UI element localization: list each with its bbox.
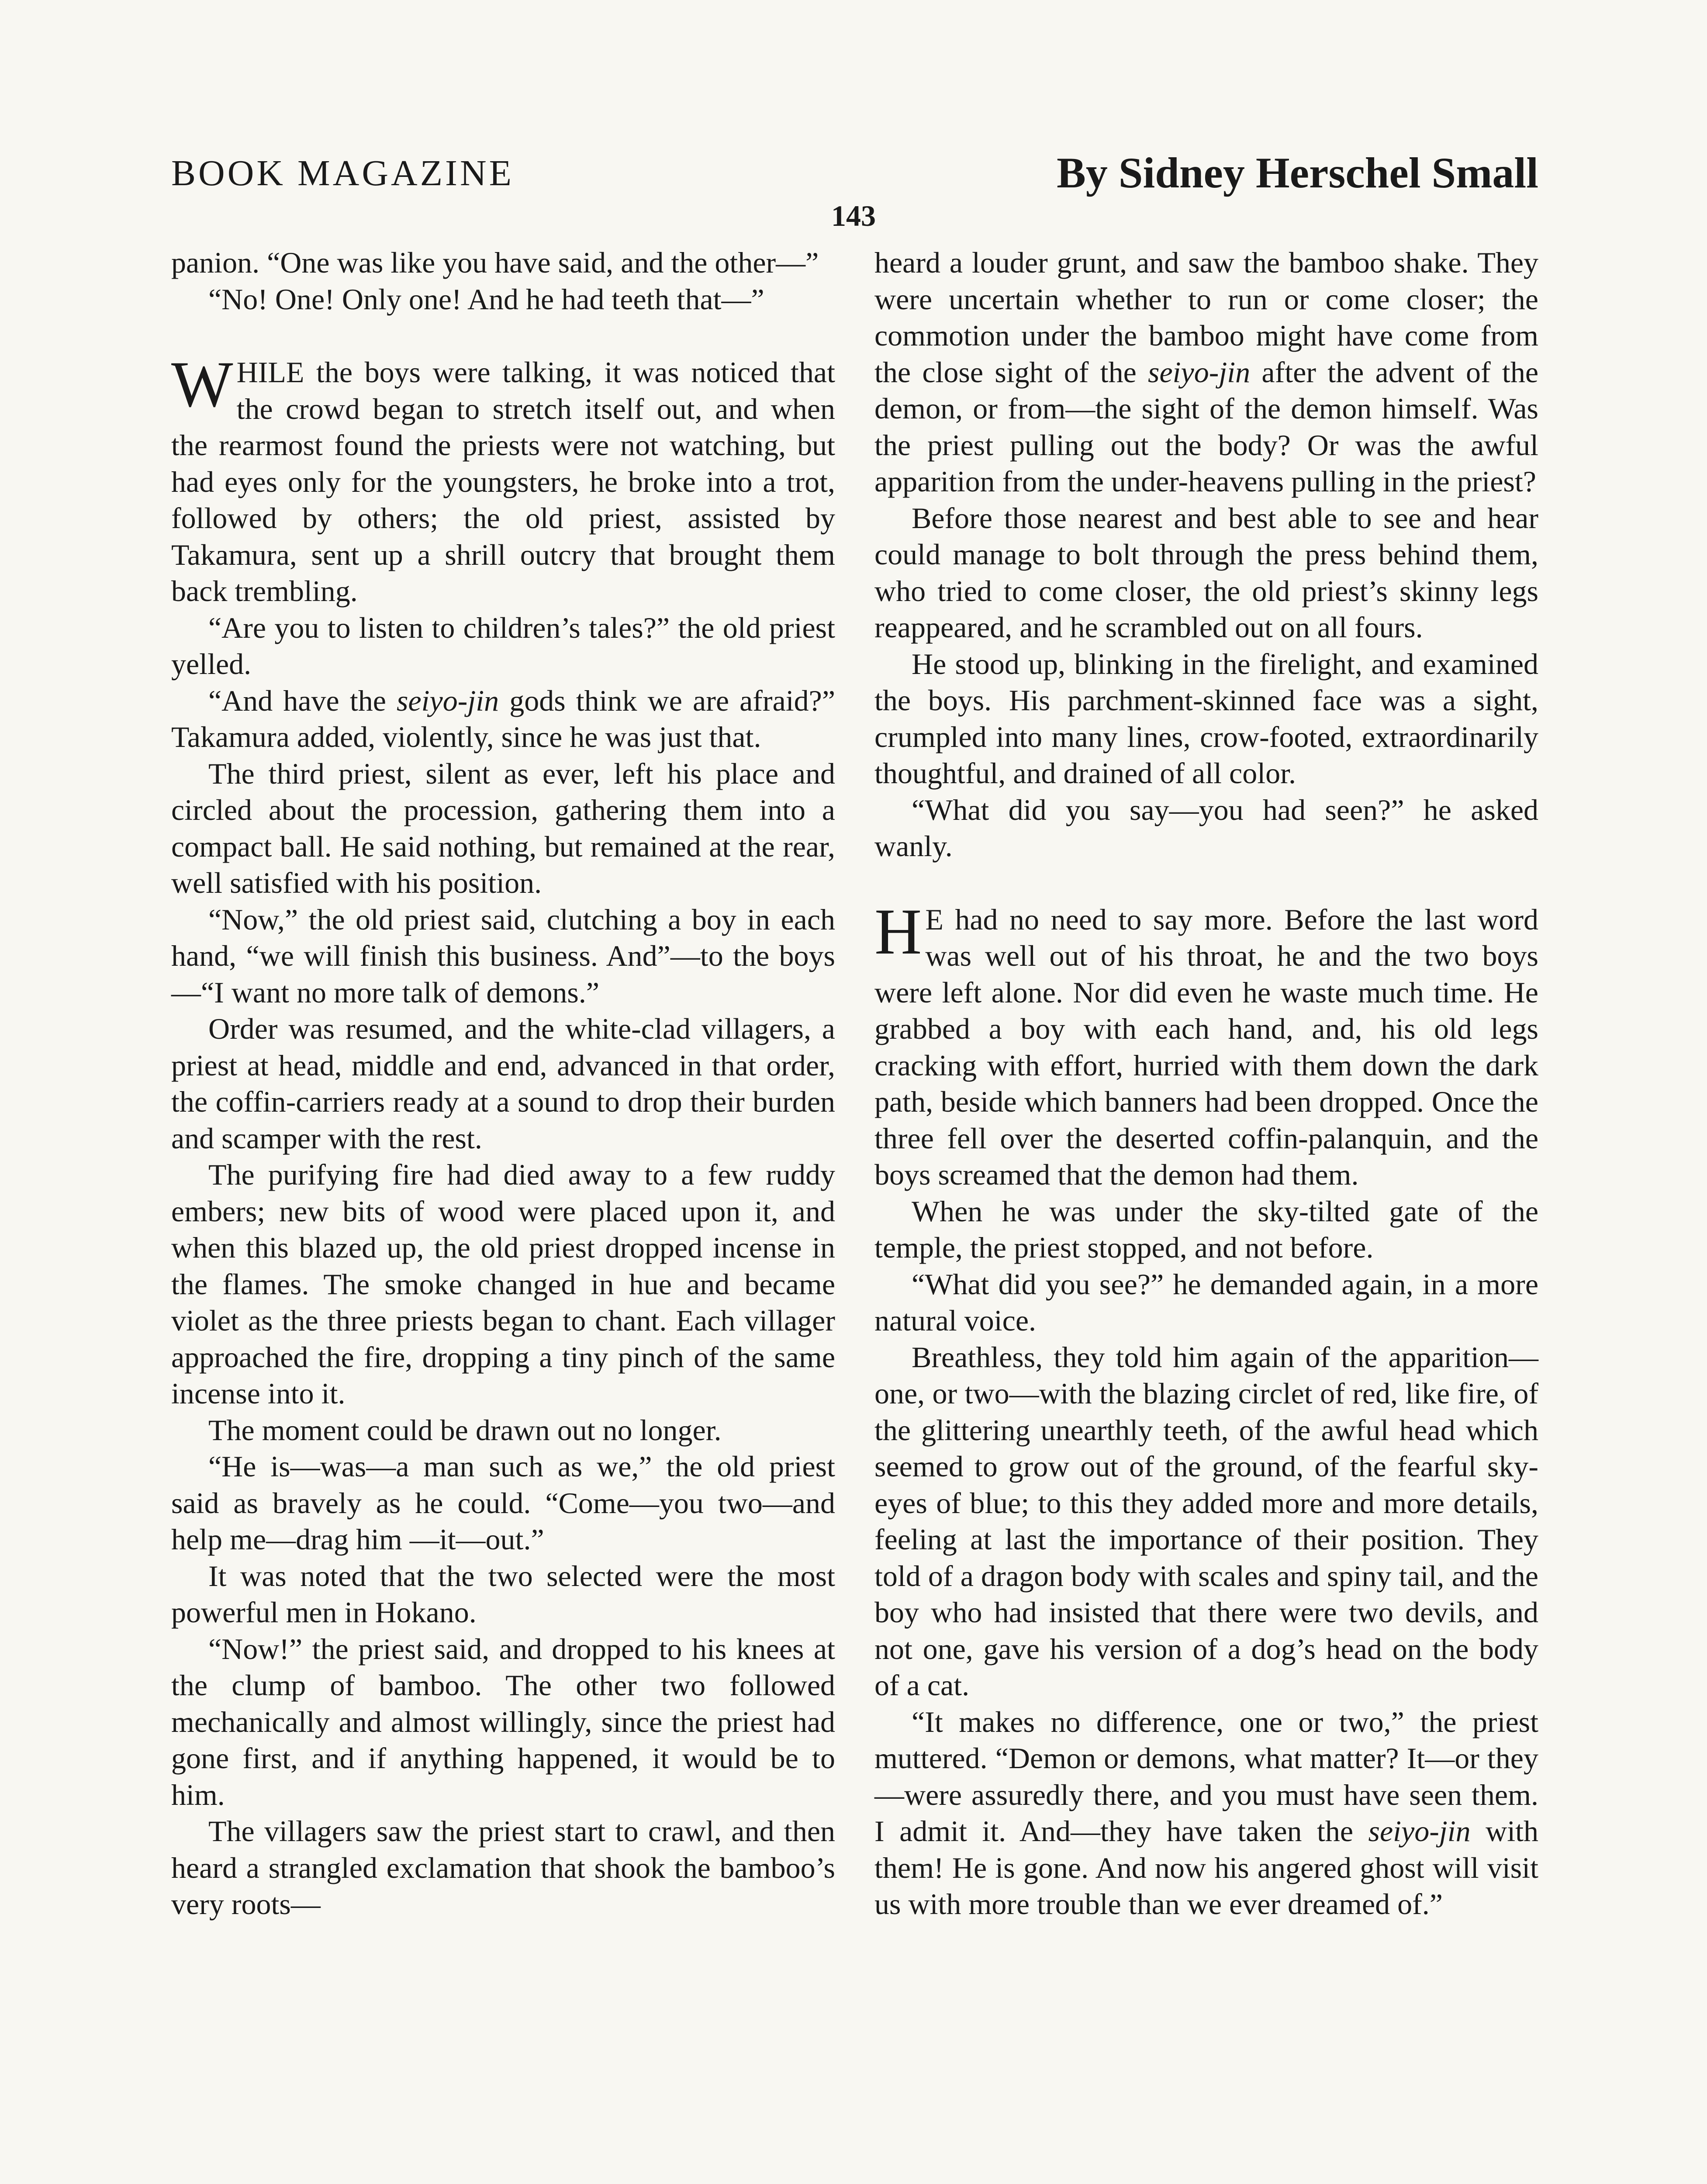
paragraph-dropcap [171, 348, 835, 610]
text-run: “And have the [208, 684, 397, 717]
paragraph: He stood up, blinking in the firelight, and examined the boys. His parchment-skinned face was a sight, crumpled into many lines, crow-footed, extraordinarily thoughtful, and drained of all color. [874, 647, 1538, 790]
paragraph: The third priest, silent as ever, left his place and circled about the procession, gathering them into a compact ball. He said nothing, but remained at the rear, well satisfied with his position. [171, 757, 835, 899]
paragraph: panion. “One was like you have said, and the other—” [171, 246, 819, 279]
paragraph: “Now,” the old priest said, clutching a boy in each hand, “we will finish this business. And”—to the boys—“I want no more talk of demons.” [171, 902, 835, 1009]
paragraph-text: E had no need to say more. Before the last word was well out of his throat, he and the two boys were left alone. Nor did even he waste much time. He grabbed a boy with each hand, and, his old legs cracking with effort, hurried with them down the dark path, beside which banners had been dropped. Once the three fell over the deserted coffin-palanquin, and the boys screamed that the demon had them. [874, 902, 1538, 1191]
paragraph: “Now!” the priest said, and dropped to his knees at the clump of bamboo. The other two followed mechanically and almost willingly, since the priest had gone first, and if anything happened, it would be to him. [171, 1632, 835, 1811]
paragraph [874, 1704, 1538, 1923]
paragraph: “Are you to listen to children’s tales?” the old priest yelled. [171, 611, 835, 681]
drop-cap: W [171, 348, 233, 421]
italic-term: seiyo-jin [396, 684, 499, 717]
paragraph-text: HILE the boys were talking, it was noticed that the crowd began to stretch itself out, and when the rearmost found the priests were not watching, but had eyes only for the youngsters, he broke into a trot, followed by others; the old priest, assisted by Takamura, sent up a shrill outcry that brought them back trembling. [171, 356, 835, 608]
text-run: gods think we are afraid?” Takamura added, violently, since he was just that. [171, 684, 836, 753]
paragraph [874, 245, 1538, 500]
paragraph-dropcap [874, 895, 1538, 1193]
text-run: “It makes no difference, one or two,” the priest muttered. “Demon or demons, what matter? It—or they—were assuredly there, and you must have seen them. I admit it. And—they have taken the [874, 1705, 1538, 1848]
paragraph: The villagers saw the priest start to crawl, and then heard a strangled exclamation that shook the bamboo’s very roots— [171, 1814, 835, 1921]
paragraph: When he was under the sky-tilted gate of the temple, the priest stopped, and not before. [874, 1194, 1538, 1264]
paragraph: “He is—was—a man such as we,” the old priest said as bravely as he could. “Come—you two—and help me—drag him —it—out.” [171, 1450, 835, 1556]
paragraph: “What did you see?” he demanded again, in a more natural voice. [874, 1267, 1538, 1337]
left-column [171, 245, 835, 1923]
paragraph: Before those nearest and best able to see and hear could manage to bolt through the press behind them, who tried to come closer, the old priest’s skinny legs reappeared, and he scrambled out on all fours. [874, 501, 1538, 644]
italic-term: seiyo-jin [1148, 355, 1251, 389]
paragraph: The purifying fire had died away to a few ruddy embers; new bits of wood were placed upon it, and when this blazed up, the old priest dropped incense in the flames. The smoke changed in hue and became violet as the three priests began to chant. Each villager approached the fire, dropping a tiny pinch of the same incense into it. [171, 1158, 835, 1410]
paragraph: The moment could be drawn out no longer. [208, 1413, 722, 1447]
author-byline: By Sidney Herschel Small [1057, 149, 1538, 197]
text-run: after the advent of the demon, or from—the sight of the demon himself. Was the priest pulling out the body? Or was the awful apparition from the under-heavens pulling in the priest? [874, 355, 1539, 498]
magazine-title: BOOK MAGAZINE [171, 153, 514, 194]
text-run: with them! He is gone. And now his angered ghost will visit us with more trouble than we ever dreamed of.” [874, 1814, 1538, 1921]
text-run: heard a louder grunt, and saw the bamboo shake. They were uncertain whether to run or come closer; the commotion under the bamboo might have come from the close sight of the [874, 246, 1538, 389]
paragraph: “What did you say—you had seen?” he asked wanly. [874, 793, 1538, 863]
drop-cap: H [874, 895, 922, 968]
paragraph: Breathless, they told him again of the apparition—one, or two—with the blazing circlet of red, like fire, of the glittering unearthly teeth, of the awful head which seemed to grow out of the ground, of the fearful sky-eyes of blue; to this they added more and more details, feeling at last the importance of their position. They told of a dragon body with scales and spiny tail, and the boy who had insisted that there were two devils, and not one, gave his version of a dog’s head on the body of a cat. [874, 1340, 1538, 1702]
paragraph: It was noted that the two selected were the most powerful men in Hokano. [171, 1559, 835, 1629]
italic-term: seiyo-jin [1368, 1814, 1471, 1848]
right-column [874, 245, 1538, 1923]
paragraph [171, 683, 835, 756]
paragraph: Order was resumed, and the white-clad villagers, a priest at head, middle and end, advanced in that order, the coffin-carriers ready at a sound to drop their burden and scamper with the rest. [171, 1012, 835, 1155]
paragraph: “No! One! Only one! And he had teeth that—” [208, 282, 764, 316]
page-number: 143 [831, 199, 876, 232]
